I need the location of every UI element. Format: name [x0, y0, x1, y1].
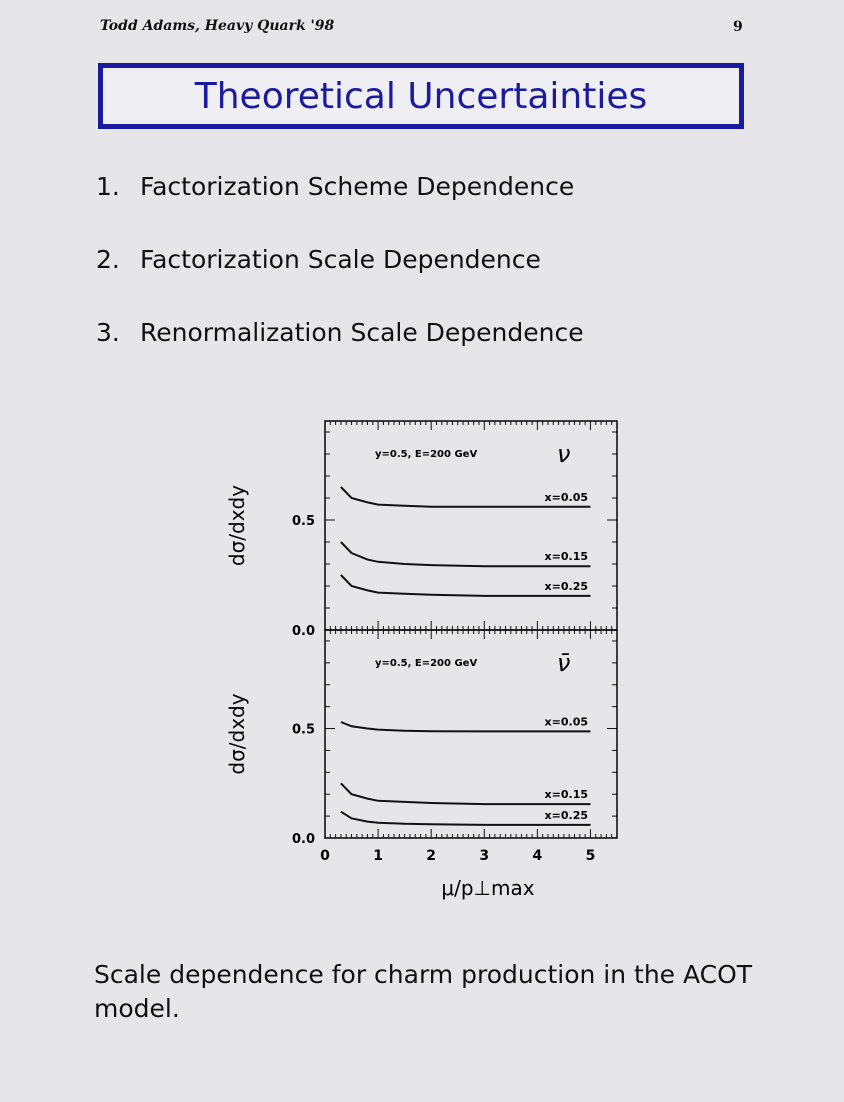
- series-label: x=0.05: [544, 490, 588, 504]
- x-tick-label: 4: [532, 848, 543, 864]
- list-item-number: 3.: [96, 318, 120, 347]
- x-tick-label: 5: [585, 848, 596, 864]
- figure-caption: Scale dependence for charm production in the ACOT model.: [94, 960, 753, 1023]
- series-label: x=0.05: [544, 715, 588, 729]
- series-label: x=0.25: [544, 808, 588, 822]
- y-axis-label: dσ/dxdy: [225, 484, 249, 567]
- list-item-number: 1.: [96, 172, 120, 201]
- page-number: 9: [733, 19, 743, 35]
- panel-annotation: y=0.5, E=200 GeV: [375, 658, 478, 669]
- list-item-text: Factorization Scale Dependence: [140, 245, 541, 274]
- x-tick-label: 1: [373, 848, 383, 864]
- y-axis-label: dσ/dxdy: [225, 693, 249, 775]
- y-tick-label: 0.0: [291, 624, 315, 639]
- series-label: x=0.25: [544, 579, 588, 593]
- series-label: x=0.15: [544, 788, 588, 802]
- list-item-text: Renormalization Scale Dependence: [140, 318, 584, 347]
- x-tick-label: 0: [320, 848, 330, 864]
- y-tick-label: 0.5: [291, 722, 315, 738]
- beam-label: ν: [557, 440, 571, 468]
- x-tick-label: 3: [479, 848, 490, 864]
- header-author: Todd Adams, Heavy Quark '98: [100, 18, 335, 34]
- x-axis-label: μ/p⊥max: [441, 876, 535, 900]
- list-item-number: 2.: [96, 245, 120, 274]
- y-tick-label: 0.0: [291, 832, 315, 847]
- x-tick-label: 2: [426, 848, 437, 864]
- beam-label: ν̄: [557, 649, 571, 677]
- list-item-text: Factorization Scheme Dependence: [140, 172, 575, 201]
- page-title: Theoretical Uncertainties: [194, 75, 648, 117]
- series-label: x=0.15: [544, 550, 588, 564]
- panel-annotation: y=0.5, E=200 GeV: [375, 449, 478, 460]
- y-tick-label: 0.5: [291, 514, 315, 529]
